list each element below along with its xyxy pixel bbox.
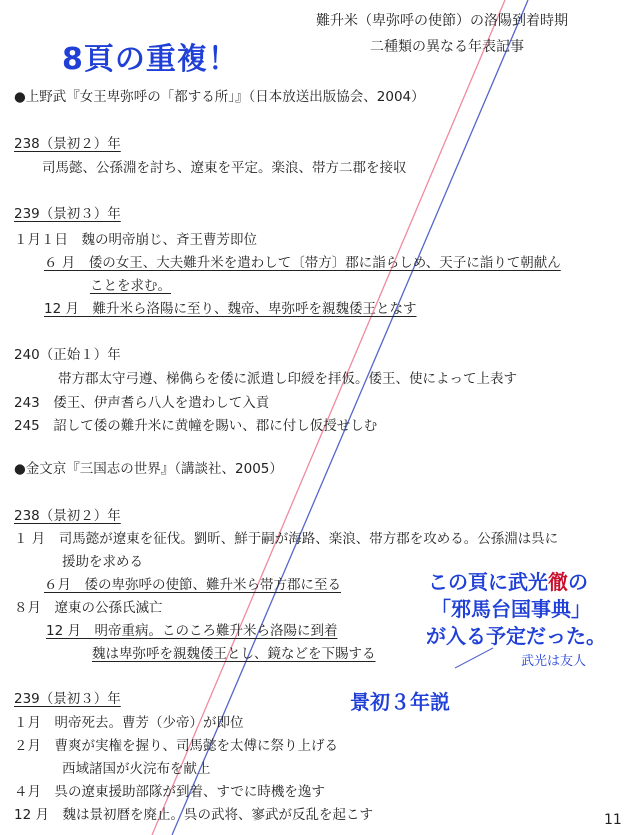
duplicate-stamp: 8頁の重複！ bbox=[62, 42, 239, 77]
year-239-heading: 239（景初３）年 bbox=[14, 206, 121, 222]
page-number: 11 bbox=[604, 812, 622, 828]
year-238-heading: 238（景初２）年 bbox=[14, 136, 121, 152]
caption-line-2: 二種類の異なる年表記事 bbox=[370, 39, 524, 55]
source-kin: ●金文京『三国志の世界』（講談社、2005） bbox=[14, 461, 283, 477]
entry-238-1: 司馬懿、公孫淵を討ち、遼東を平定。楽浪、帯方二郡を接収 bbox=[42, 160, 407, 176]
entry2-239-1: １月 明帝死去。曹芳（少帝）が即位 bbox=[14, 715, 244, 731]
year-239-heading-2: 239（景初３）年 bbox=[14, 691, 121, 707]
entry-239-2b: ことを求む。 bbox=[90, 278, 171, 294]
entry2-239-4: ４月 呉の遼東援助部隊が到着、すでに時機を逸す bbox=[14, 784, 325, 800]
entry2-238-5: 魏は卑弥呼を親魏倭王とし、鏡などを下賜する bbox=[92, 646, 376, 662]
entry-239-2a: ６ 月 倭の女王、大夫難升米を遣わして〔帯方〕郡に詣らしめ、天子に詣りて朝献ん bbox=[44, 255, 561, 271]
note-line-1 bbox=[428, 566, 588, 595]
entry-239-3: 12 月 難升米ら洛陽に至り、魏帝、卑弥呼を親魏倭王となす bbox=[44, 301, 417, 317]
note-line-2: 「邪馬台国事典」 bbox=[431, 597, 591, 621]
entry2-238-2: ６月 倭の卑弥呼の使節、難升米ら帯方郡に至る bbox=[44, 577, 341, 593]
entry2-238-1a: １ 月 司馬懿が遼東を征伐。劉昕、鮮于嗣が海路、楽浪、帯方郡を攻める。公孫淵は呉に bbox=[14, 531, 559, 547]
friend-pointer-line bbox=[455, 648, 493, 668]
note-line-1-text: この頁に武光 bbox=[428, 570, 548, 594]
entry2-238-1b: 援助を求める bbox=[62, 554, 143, 570]
theory-note: 景初３年説 bbox=[350, 690, 450, 714]
entry-240-1: 帯方郡太守弓遵、梯儁らを倭に派遣し印綬を拝仮。倭王、使によって上表す bbox=[58, 371, 517, 387]
friend-note: 武光は友人 bbox=[521, 654, 587, 669]
year-240-heading: 240（正始１）年 bbox=[14, 347, 121, 363]
entry2-239-2: ２月 曹爽が実権を握り、司馬懿を太傅に祭り上げる bbox=[14, 738, 338, 754]
entry-245: 245 詔して倭の難升米に黄幢を賜い、郡に付し仮授せしむ bbox=[14, 418, 378, 434]
caption-line-1: 難升米（卑弥呼の使節）の洛陽到着時期 bbox=[316, 13, 568, 29]
note-line-3: が入る予定だった。 bbox=[426, 624, 606, 648]
entry2-239-5: 12 月 魏は景初暦を廃止。呉の武将、寥武が反乱を起こす bbox=[14, 807, 373, 823]
entry2-238-4: 12 月 明帝重病。このころ難升米ら洛陽に到着 bbox=[46, 623, 338, 639]
entry-239-1: １月１日 魏の明帝崩じ、斉王曹芳即位 bbox=[14, 232, 257, 248]
year-238-heading-2: 238（景初２）年 bbox=[14, 508, 121, 524]
entry-243: 243 倭王、伊声耆ら八人を遣わして入貢 bbox=[14, 395, 270, 411]
note-red-char: 徹 bbox=[548, 570, 568, 594]
note-line-1-end: の bbox=[568, 570, 588, 594]
source-ueno: ●上野武『女王卑弥呼の「都する所」』（日本放送出版協会、2004） bbox=[14, 89, 425, 105]
entry2-239-3: 西域諸国が火浣布を献上 bbox=[62, 761, 211, 777]
entry2-238-3: ８月 遼東の公孫氏滅亡 bbox=[14, 600, 163, 616]
